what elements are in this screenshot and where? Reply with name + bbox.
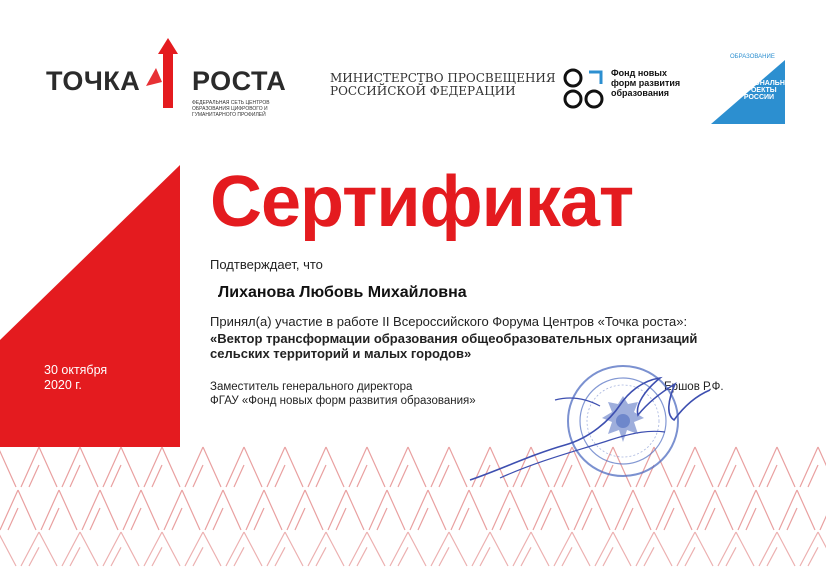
chevron-mark: [800, 447, 826, 487]
chevron-mark: [533, 490, 569, 530]
fond-logo-icon: [561, 66, 607, 112]
chevron-mark: [492, 490, 528, 530]
chevron-mark: [718, 532, 754, 566]
logo-word-right: РОСТА: [192, 66, 287, 96]
chevron-mark: [390, 447, 426, 487]
chevron-mark: [349, 532, 385, 566]
chevron-mark: [431, 532, 467, 566]
chevron-mark: [636, 532, 672, 566]
chevron-mark: [677, 532, 713, 566]
chevron-mark: [718, 447, 754, 487]
tochka-rosta-arrow-icon: [144, 34, 192, 112]
chevron-mark: [308, 532, 344, 566]
chevron-mark: [205, 490, 241, 530]
chevron-mark: [574, 490, 610, 530]
chevron-mark: [759, 447, 795, 487]
chevron-mark: [615, 490, 651, 530]
tochka-rosta-logo: [46, 66, 140, 97]
chevron-mark: [82, 490, 118, 530]
signer-name: Ершов Р.Ф.: [664, 381, 724, 393]
chevron-mark: [287, 490, 323, 530]
chevron-mark: [656, 490, 692, 530]
forum-title-line1: «Вектор трансформации образования общеобразовательных организаций: [210, 331, 698, 346]
chevron-mark: [759, 532, 795, 566]
ministry-label: МИНИСТЕРСТВО ПРОСВЕЩЕНИЯ РОССИЙСКОЙ ФЕДЕРАЦИИ: [330, 71, 556, 98]
chevron-mark: [267, 532, 303, 566]
chevron-mark: [697, 490, 733, 530]
chevron-mark: [21, 532, 57, 566]
chevron-mark: [472, 532, 508, 566]
chevron-mark: [595, 532, 631, 566]
chevron-mark: [267, 447, 303, 487]
forum-title-line2: сельских территорий и малых городов»: [210, 346, 472, 361]
chevron-mark: [738, 490, 774, 530]
handwritten-signature: [460, 360, 720, 490]
chevron-mark: [0, 532, 16, 566]
recipient-name: Лиханова Любовь Михайловна: [218, 284, 467, 301]
fond-logo-text: Фонд новых форм развития образования: [611, 68, 681, 98]
chevron-mark: [144, 447, 180, 487]
chevron-mark: [328, 490, 364, 530]
logo-subtitle: ФЕДЕРАЛЬНАЯ СЕТЬ ЦЕНТРОВ ОБРАЗОВАНИЯ ЦИФРОВОГО И ГУМАНИТАРНОГО ПРОФИЛЕЙ: [192, 100, 270, 118]
chevron-mark: [21, 447, 57, 487]
chevron-mark: [0, 490, 36, 530]
chevron-mark: [103, 532, 139, 566]
signer-role: Заместитель генерального директора ФГАУ «Фонд новых форм развития образования»: [210, 381, 476, 407]
chevron-mark: [226, 532, 262, 566]
chevron-mark: [62, 447, 98, 487]
chevron-mark: [779, 490, 815, 530]
chevron-mark: [349, 447, 385, 487]
chevron-mark: [185, 532, 221, 566]
chevron-mark: [513, 532, 549, 566]
chevron-mark: [0, 447, 16, 487]
certificate-title: Сертификат: [210, 162, 634, 242]
issue-date: 30 октября 2020 г.: [44, 363, 108, 392]
chevron-mark: [164, 490, 200, 530]
chevron-mark: [144, 532, 180, 566]
chevron-mark: [410, 490, 446, 530]
chevron-mark: [226, 447, 262, 487]
chevron-mark: [554, 532, 590, 566]
chevron-mark: [246, 490, 282, 530]
logo-word-left: ТОЧКА: [46, 66, 141, 96]
chevron-mark: [390, 532, 426, 566]
chevron-mark: [451, 490, 487, 530]
participation-text: Принял(а) участие в работе II Всероссийского Форума Центров «Точка роста»:: [210, 314, 688, 329]
chevron-mark: [185, 447, 221, 487]
national-projects-text: НАЦИОНАЛЬНЫЕ ПРОЕКТЫ РОССИИ: [734, 80, 797, 101]
chevron-mark: [820, 490, 826, 530]
chevron-mark: [800, 532, 826, 566]
chevron-mark: [308, 447, 344, 487]
chevron-mark: [369, 490, 405, 530]
national-projects-top: ОБРАЗОВАНИЕ: [730, 54, 775, 60]
confirms-text: Подтверждает, что: [210, 257, 323, 272]
chevron-mark: [62, 532, 98, 566]
chevron-mark: [103, 447, 139, 487]
chevron-mark: [41, 490, 77, 530]
chevron-mark: [123, 490, 159, 530]
